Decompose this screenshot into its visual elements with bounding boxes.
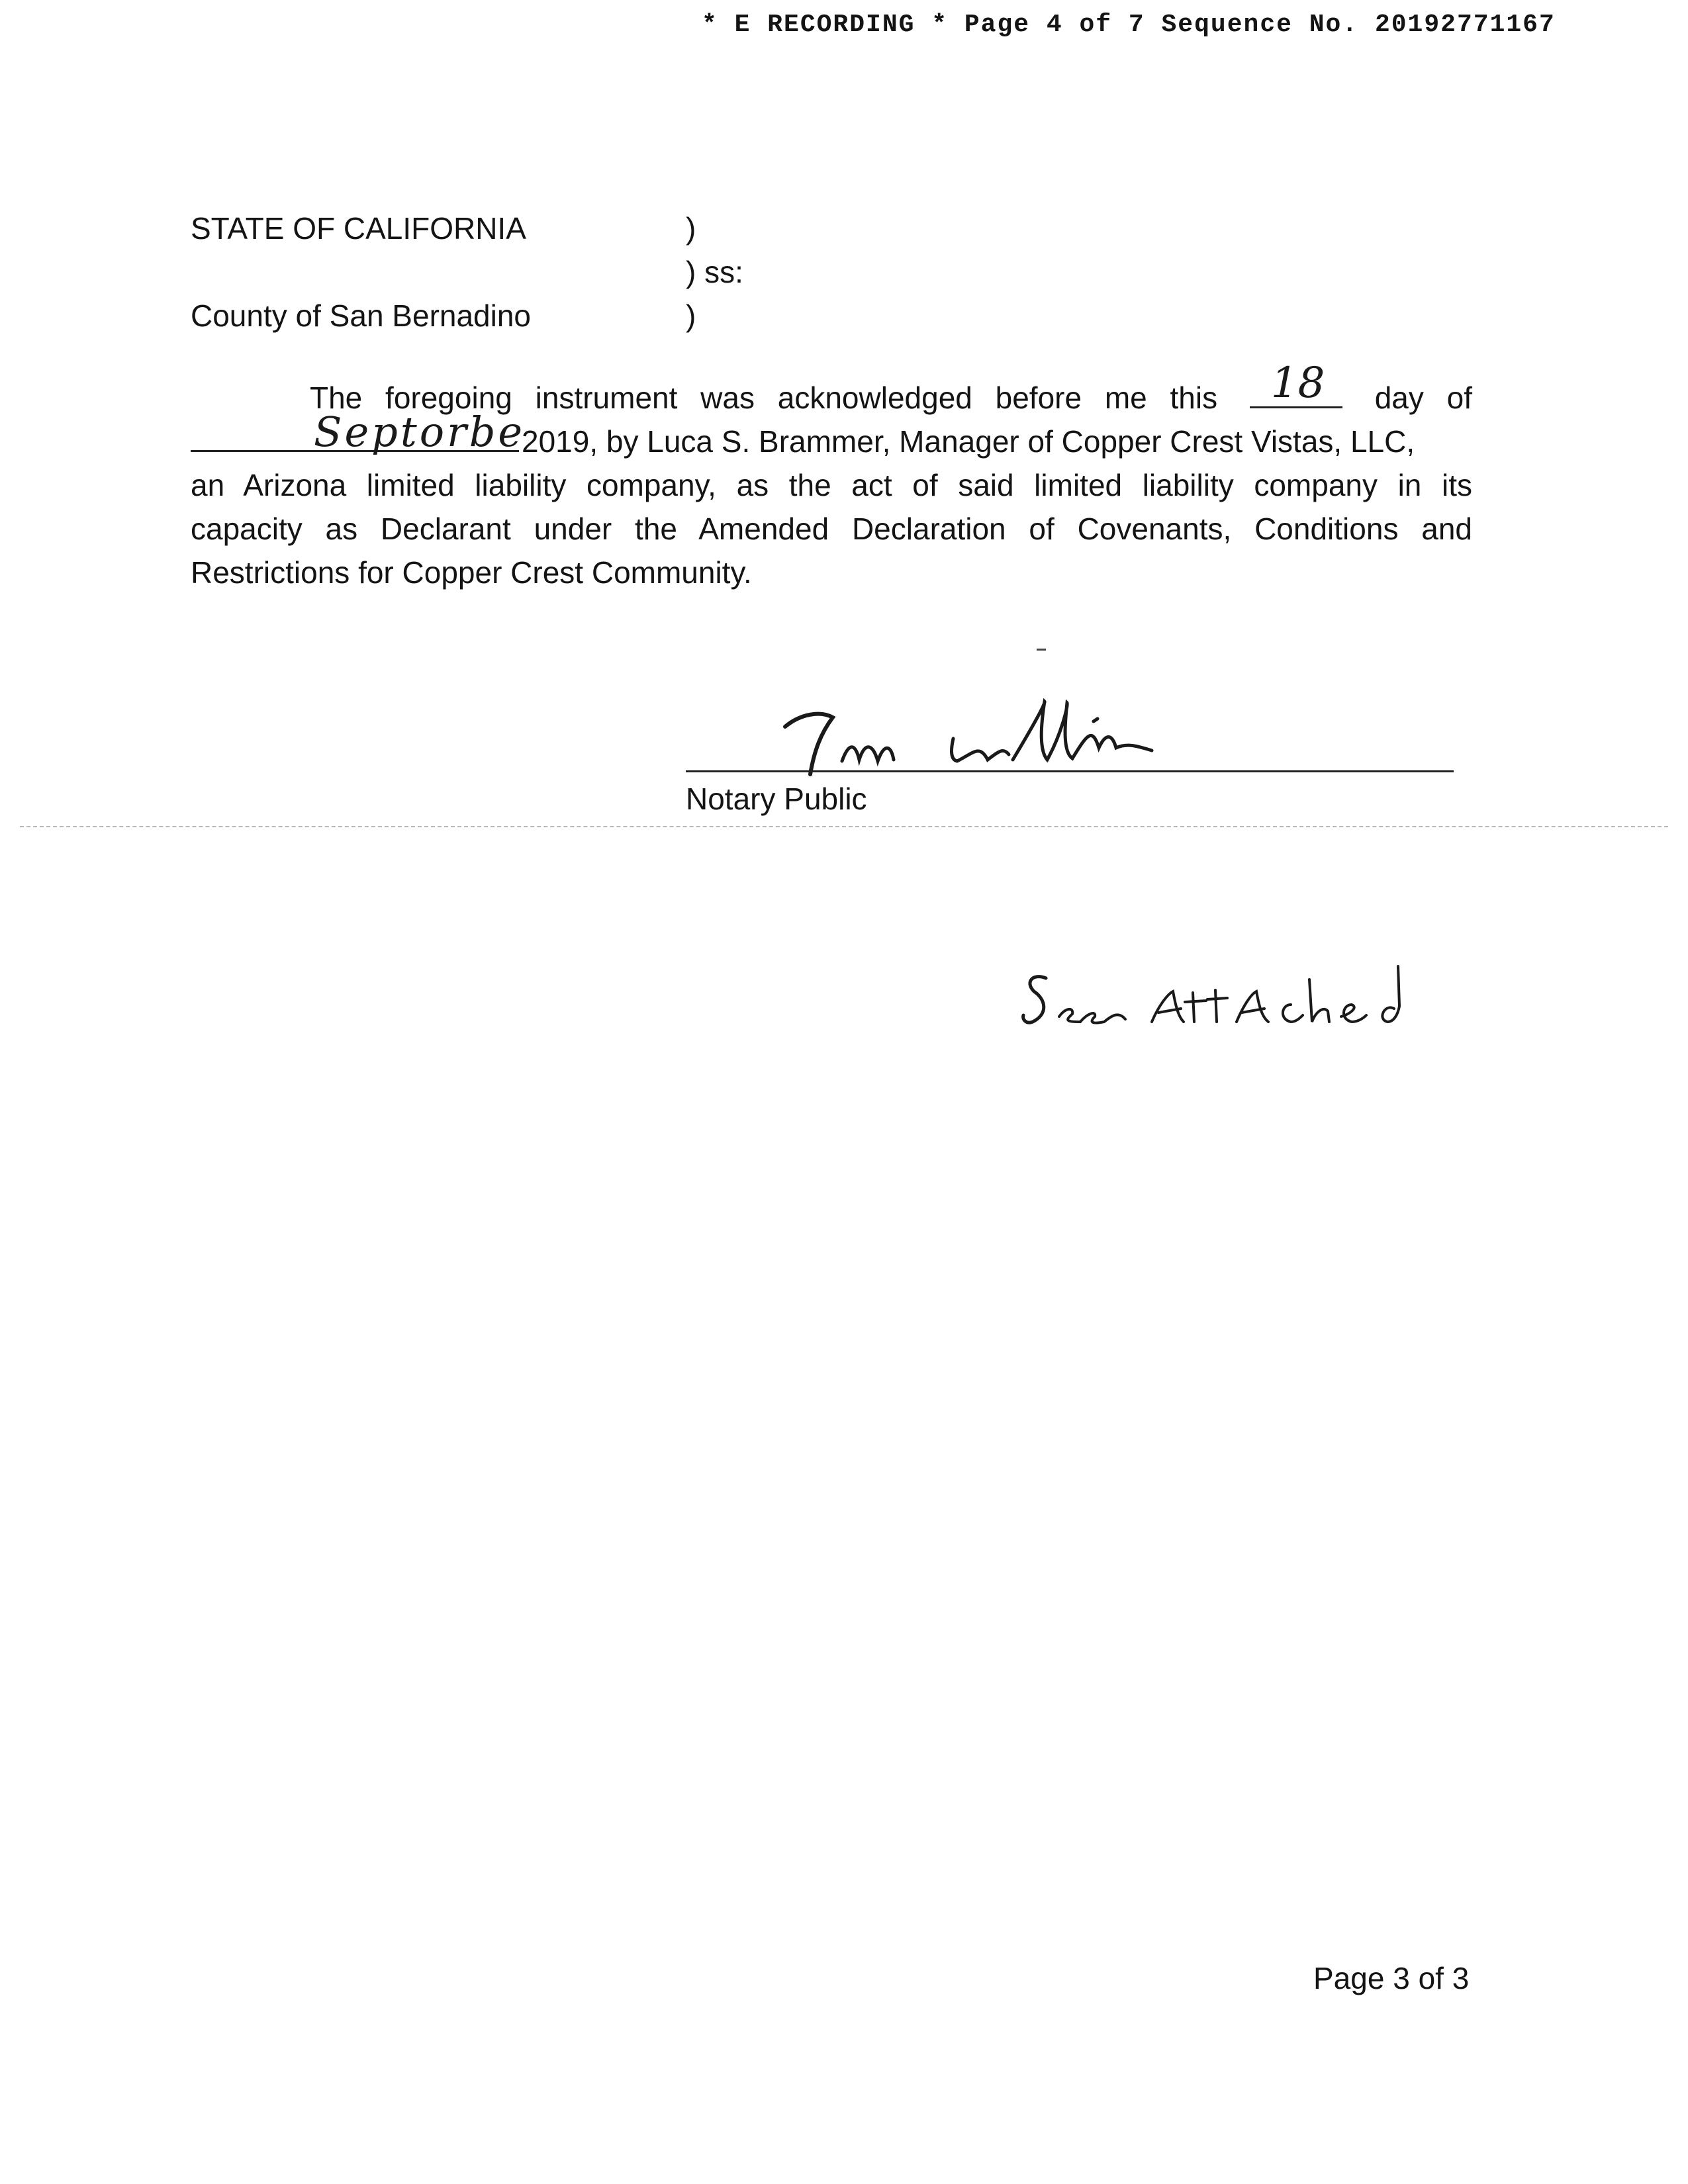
stray-mark xyxy=(1037,649,1046,651)
recording-stamp: * E RECORDING * Page 4 of 7 Sequence No. 20192771167 xyxy=(702,11,1556,39)
venue-state: STATE OF CALIFORNIA xyxy=(191,211,526,246)
ack-line1-end: day of xyxy=(1374,381,1472,415)
day-blank xyxy=(1250,359,1342,408)
month-blank xyxy=(191,408,526,456)
ack-line2-rest: 2019, by Luca S. Brammer, Manager of Copper Crest Vistas, LLC, xyxy=(522,424,1415,459)
page-number: Page 3 of 3 xyxy=(1313,1961,1470,1995)
ack-line-5: Restrictions for Copper Crest Community. xyxy=(191,555,752,590)
notary-public-label: Notary Public xyxy=(686,782,867,816)
ack-line-3: an Arizona limited liability company, as the act of said limited liability company in its xyxy=(191,468,1472,502)
venue-paren-bottom: ) xyxy=(686,298,696,333)
venue-paren-top: ) xyxy=(686,211,696,246)
handwritten-see-attached xyxy=(1019,953,1443,1046)
handwritten-month: Septorbe xyxy=(314,408,526,456)
venue-county: County of San Bernadino xyxy=(191,298,532,333)
notary-signature xyxy=(781,687,1231,780)
handwritten-day: 18 xyxy=(1270,359,1325,408)
scan-divider xyxy=(20,826,1668,827)
ack-line1-start: The foregoing instrument was acknowledged before me this xyxy=(310,381,1218,415)
signature-line xyxy=(686,770,1454,772)
ack-line-2 xyxy=(191,408,1415,463)
venue-paren-ss: ) ss: xyxy=(686,255,743,289)
ack-line-4: capacity as Declarant under the Amended Declaration of Covenants, Conditions and xyxy=(191,512,1472,546)
